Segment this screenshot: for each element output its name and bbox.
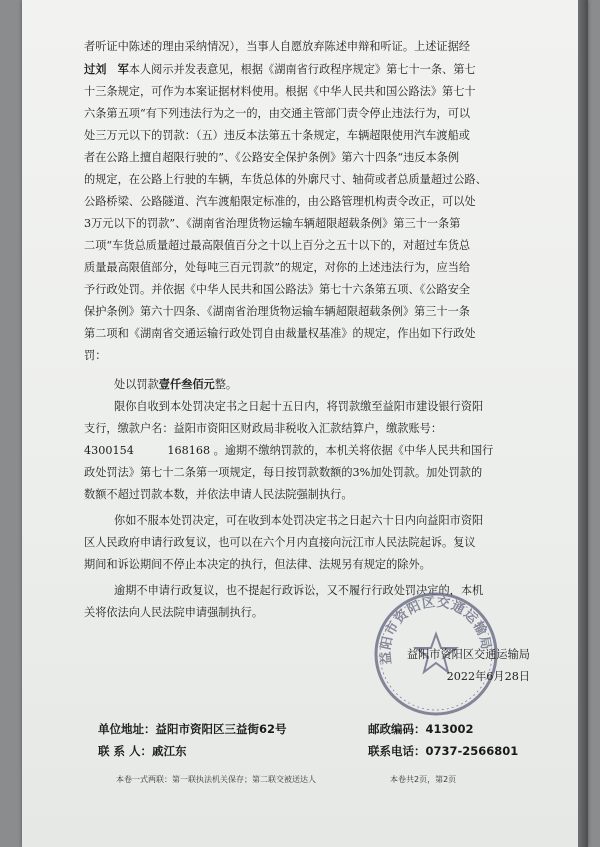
text-line: 数额不超过罚款本数，并依法申请人民法院强制执行。 <box>84 488 353 501</box>
penalty-suffix: 整。 <box>214 378 238 391</box>
postcode-field <box>368 718 474 740</box>
copy-note: 本卷一式两联：第一联执法机关保存；第二联交被送达人 <box>116 775 316 784</box>
text-line <box>84 58 520 81</box>
footer-contact <box>86 718 546 762</box>
text-line: 关将依法向人民法院申请强制执行。 <box>84 606 264 619</box>
text-fragment: 你如不服本处罚决定，可在收到本处罚决定书之日起六十日内向益阳市资阳 <box>114 514 484 527</box>
text-line: 3万元以下的罚款”、《湖南省治理货物运输车辆超限超载条例》第三十一条第 <box>84 217 461 230</box>
phone-field <box>368 740 518 762</box>
seal-text: 益阳市资阳区交通运输局 <box>378 595 494 666</box>
text-line: 予行政处罚。并依据《中华人民共和国公路法》第七十六条第五项、《公路安全 <box>84 283 470 296</box>
page-number: 本卷共2页，第2页 <box>390 775 457 784</box>
text-line: 者在公路上擅自超限行驶的”、《公路安全保护条例》第六十四条“违反本条例 <box>84 151 460 164</box>
party-name: 过刘 军 <box>84 62 129 76</box>
text-line: 二项“车货总质量超过最高限值百分之十以上百分之五十以下的，对超过车货总 <box>84 239 471 252</box>
address-field <box>98 718 287 740</box>
text-line: 质量最高限值部分，处每吨三百元罚款”的规定，对你的上述违法行为，应当给 <box>84 261 471 274</box>
text-line: 的规定，在公路上行驶的车辆，车货总体的外廓尺寸、轴荷或者总质量超过公路、 <box>84 173 487 186</box>
paragraph-payment <box>84 396 520 506</box>
footer-row <box>86 718 546 740</box>
text-line: 六条第五项“有下列违法行为之一的，由交通主管部门责令停止违法行为，可以 <box>84 107 471 120</box>
phone-label: 联系电话： <box>368 744 426 758</box>
issuing-agency: 益阳市资阳区交通运输局 <box>406 648 530 661</box>
penalty-prefix: 处以罚款 <box>114 378 159 391</box>
text-line: 者听证中陈述的理由采纳情况），当事人自愿放弃陈述申辩和听证。上述证据经 <box>84 40 470 53</box>
signoff-block <box>380 644 530 688</box>
contact-label: 联 系 人： <box>98 744 153 758</box>
document-body <box>84 36 520 624</box>
text-fragment: 本人阅示并发表意见，根据《湖南省行政程序规定》第七十一条、第七 <box>128 63 476 76</box>
postcode-value: 413002 <box>425 722 474 736</box>
paragraph-penalty <box>84 373 520 396</box>
address-value: 益阳市资阳区三益街62号 <box>155 722 287 736</box>
text-line: 罚： <box>84 349 107 362</box>
page-shadow-edge <box>578 0 588 847</box>
text-fragment: 逾期不申请行政复议，也不提起行政诉讼，又不履行行政处罚决定的，本机 <box>114 584 484 597</box>
postcode-label: 邮政编码： <box>368 722 426 736</box>
text-line: 处三万元以下的罚款：（五）违反本法第五十条规定，车辆超限使用汽车渡船或 <box>84 129 470 142</box>
issue-date: 2022年6月28日 <box>446 670 530 683</box>
text-line: 支行，缴款户名：益阳市资阳区财政局非税收入汇款结算户，缴款账号： <box>84 422 443 435</box>
text-line <box>84 373 520 396</box>
text-line: 保护条例》第六十四条、《湖南省治理货物运输车辆超限超载条例》第三十一条 <box>84 305 470 318</box>
text-fragment: 限你自收到本处罚决定书之日起十五日内，将罚款缴至益阳市建设银行资阳 <box>114 400 484 413</box>
text-line: 4300154 168168 。逾期不缴纳罚款的，本机关将依据《中华人民共和国行 <box>84 444 494 457</box>
contact-field <box>98 740 187 762</box>
contact-value: 戚江东 <box>152 744 187 758</box>
penalty-amount: 壹仟叁佰元 <box>158 377 215 391</box>
paragraph-review <box>84 510 520 576</box>
text-line: 区人民政府申请行政复议，也可以在六个月内直接向沅江市人民法院起诉。复议 <box>84 536 476 549</box>
text-line: 第二项和《湖南省交通运输行政处罚自由裁量权基准》的规定，作出如下行政处 <box>84 327 476 340</box>
paragraph-evidence <box>84 36 520 367</box>
phone-value: 0737-2566801 <box>425 744 519 758</box>
text-line <box>84 396 520 418</box>
text-line: 十三条规定，可作为本案证据材料使用。根据《中华人民共和国公路法》第七十 <box>84 85 476 98</box>
text-line: 政处罚法》第七十二条第一项规定，每日按罚款数额的3%加处罚款。加处罚款的 <box>84 466 483 479</box>
text-line: 期间和诉讼期间不停止本决定的执行，但法律、法规另有规定的除外。 <box>84 558 431 571</box>
text-line: 公路桥梁、公路隧道、汽车渡船限定标准的，由公路管理机构责令改正，可以处 <box>84 195 476 208</box>
address-label: 单位地址： <box>98 722 156 736</box>
text-line <box>84 510 520 532</box>
footer-row <box>86 740 546 762</box>
